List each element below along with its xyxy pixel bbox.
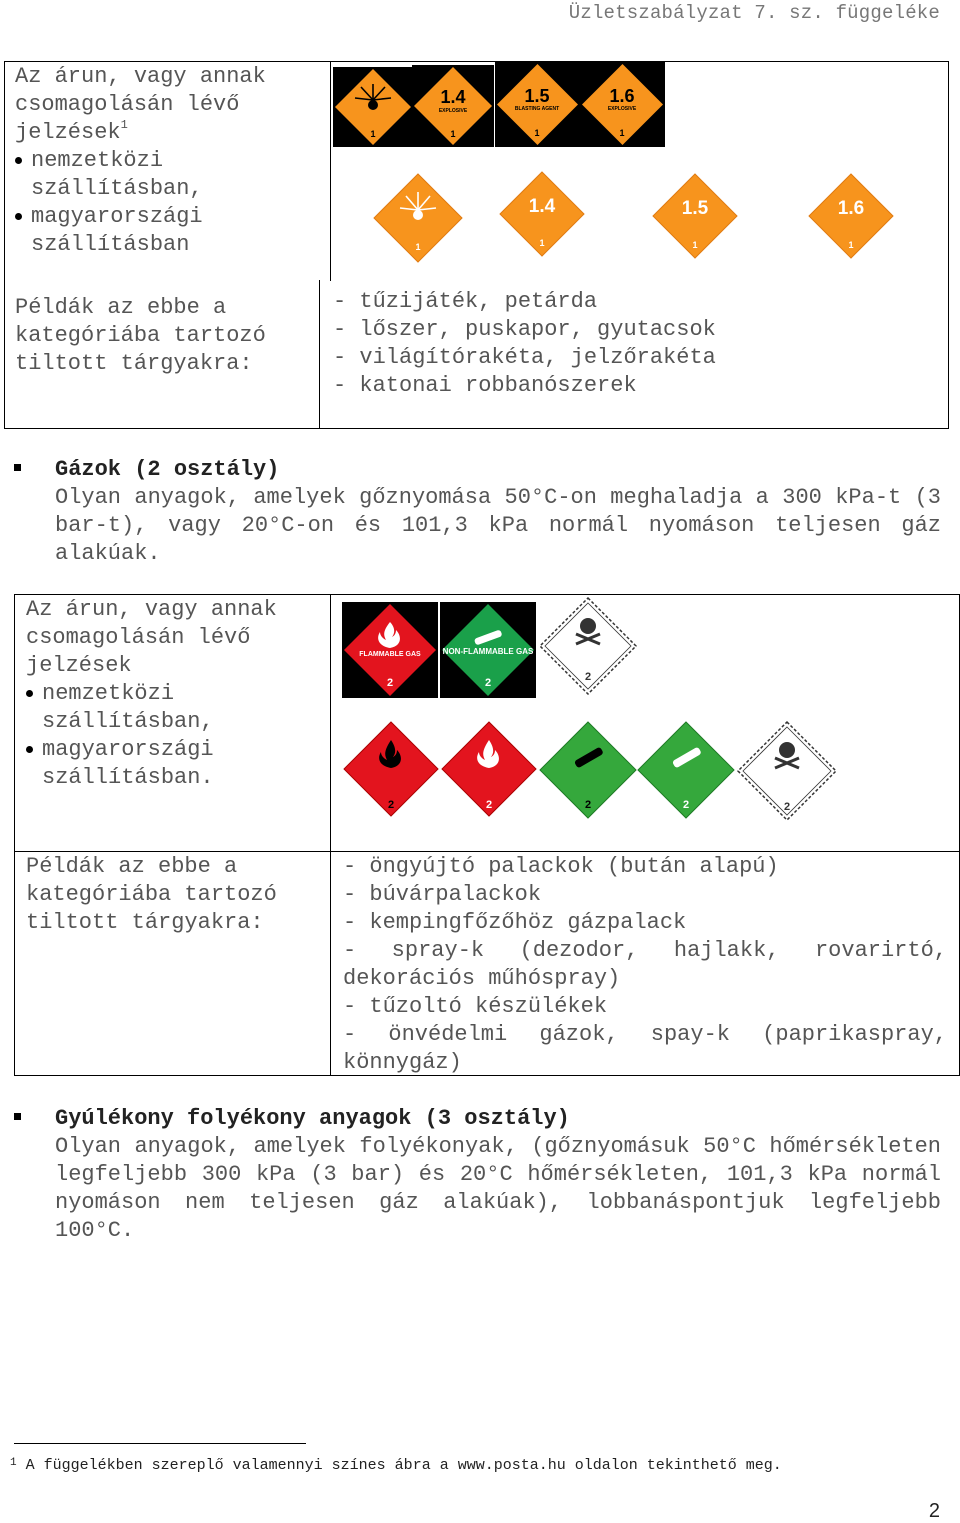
svg-text:1.5: 1.5: [681, 198, 709, 219]
footnote: $^1$ A függelékben szereplő valamennyi színes ábra a www.posta.hu oldalon tekinthető meg.: [10, 1457, 782, 1474]
toxic-gas-sign-plain: [736, 720, 838, 822]
explosive-sign-1-plain: [372, 172, 464, 264]
section-description: Olyan anyagok, amelyek gőznyomása 50°C-on meghaladja a 300 kPa-t (3 bar-t), vagy 20°C-on és 101,3 kPa normál nyomáson teljesen gáz alakúak.: [55, 485, 941, 566]
footnote-text: A függelékben szereplő valamennyi színes ábra a www.posta.hu oldalon tekinthető meg.: [25, 1457, 782, 1474]
gases-examples-label: Példák az ebbe a kategóriába tartozó tiltott tárgyakra:: [26, 854, 277, 935]
square-bullet-icon: [14, 1113, 21, 1120]
list-item: - tűzijáték, petárda: [333, 289, 598, 314]
svg-text:1: 1: [619, 128, 625, 138]
svg-text:1.6: 1.6: [609, 86, 635, 106]
svg-text:1: 1: [534, 128, 540, 138]
footnote-separator: [14, 1443, 306, 1444]
flammable-liquids-section: [14, 1105, 944, 1255]
toxic-gas-sign: [538, 596, 638, 696]
explosive-sign-1-5-plain: [651, 172, 739, 260]
explosive-sign-1-6: [580, 62, 665, 147]
list-item: - öngyújtó palackok (bután alapú): [343, 854, 779, 879]
list-item: magyarországi szállításban: [15, 203, 315, 259]
flammable-gas-sign: [342, 602, 438, 698]
svg-text:2: 2: [484, 677, 492, 689]
list-item: - katonai robbanószerek: [333, 373, 637, 398]
svg-text:2: 2: [584, 799, 592, 811]
svg-text:2: 2: [584, 671, 592, 683]
svg-text:1.4: 1.4: [528, 196, 556, 217]
gases-label-cell: [26, 596, 326, 792]
gases-label-intro: Az árun, vagy annak csomagolásán lévő jelzések: [26, 597, 277, 678]
svg-text:1.5: 1.5: [524, 86, 550, 106]
square-bullet-icon: [14, 464, 21, 471]
list-item: - spray-k (dezodor, hajlakk, rovarirtó, dekorációs műhóspray): [343, 938, 947, 991]
svg-text:NON-FLAMMABLE GAS: NON-FLAMMABLE GAS: [442, 647, 534, 656]
explosive-sign-1-4: [412, 65, 494, 147]
list-item: nemzetközi szállításban,: [26, 680, 326, 736]
non-flammable-gas-sign: [440, 602, 536, 698]
explosive-sign-1-4-plain: [498, 170, 586, 258]
svg-text:1: 1: [370, 129, 376, 139]
svg-text:1: 1: [848, 240, 854, 250]
flammable-gas-sign-white: [440, 720, 538, 818]
flammable-gas-sign-plain: [342, 720, 440, 818]
explosives-examples-label: Példák az ebbe a kategóriába tartozó tiltott tárgyakra:: [15, 295, 266, 376]
svg-text:1: 1: [692, 240, 698, 250]
svg-text:1.6: 1.6: [837, 198, 865, 219]
svg-text:1.4: 1.4: [440, 87, 466, 107]
explosive-sign-1-5: [495, 62, 580, 147]
section-description: Olyan anyagok, amelyek folyékonyak, (gőznyomásuk 50°C hőmérsékleten legfeljebb 300 kPa (3 bar) és 20°C hőmérsékleten, 101,3 kPa normál nyomáson nem teljesen gáz alakúak), lobbanáspontjuk legfeljebb 100°C.: [55, 1134, 941, 1243]
svg-text:1: 1: [450, 129, 456, 139]
list-item: - tűzoltó készülékek: [343, 994, 608, 1019]
document-header: Üzletszabályzat 7. sz. függeléke: [568, 2, 940, 24]
svg-text:2: 2: [485, 799, 493, 811]
non-flammable-gas-sign-plain: [538, 720, 638, 820]
gases-section: [14, 456, 944, 576]
non-flammable-gas-sign-white: [636, 720, 736, 820]
page-number: 2: [928, 1500, 940, 1522]
gases-examples-list: [343, 853, 947, 1077]
list-item: - kempingfőzőhöz gázpalack: [343, 910, 687, 935]
svg-text:2: 2: [386, 677, 394, 689]
svg-text:2: 2: [682, 799, 690, 811]
explosive-sign-1-6-plain: [807, 172, 895, 260]
svg-text:1: 1: [415, 242, 421, 252]
svg-text:2: 2: [387, 799, 395, 811]
explosive-sign-1: [333, 67, 413, 147]
list-item: magyarországi szállításban.: [26, 736, 326, 792]
svg-text:EXPLOSIVE: EXPLOSIVE: [607, 106, 637, 112]
svg-text:FLAMMABLE GAS: FLAMMABLE GAS: [359, 651, 421, 658]
explosives-examples-list: [333, 288, 716, 400]
section-title: Gyúlékony folyékony anyagok (3 osztály): [55, 1106, 570, 1131]
footnote-ref: 1: [120, 118, 128, 132]
list-item: - világítórakéta, jelzőrakéta: [333, 345, 716, 370]
svg-text:1: 1: [539, 238, 545, 248]
list-item: - lőszer, puskapor, gyutacsok: [333, 317, 716, 342]
list-item: - búvárpalackok: [343, 882, 542, 907]
list-item: - önvédelmi gázok, spay-k (paprikaspray, könnygáz): [343, 1022, 947, 1075]
explosives-label-intro: Az árun, vagy annak csomagolásán lévő jelzések: [15, 64, 266, 145]
svg-text:2: 2: [783, 801, 791, 813]
section-title: Gázok (2 osztály): [55, 457, 280, 482]
svg-text:EXPLOSIVE: EXPLOSIVE: [438, 108, 468, 114]
svg-text:BLASTING AGENT: BLASTING AGENT: [514, 106, 560, 112]
list-item: nemzetközi szállításban,: [15, 147, 315, 203]
explosives-label-cell: [15, 63, 315, 259]
